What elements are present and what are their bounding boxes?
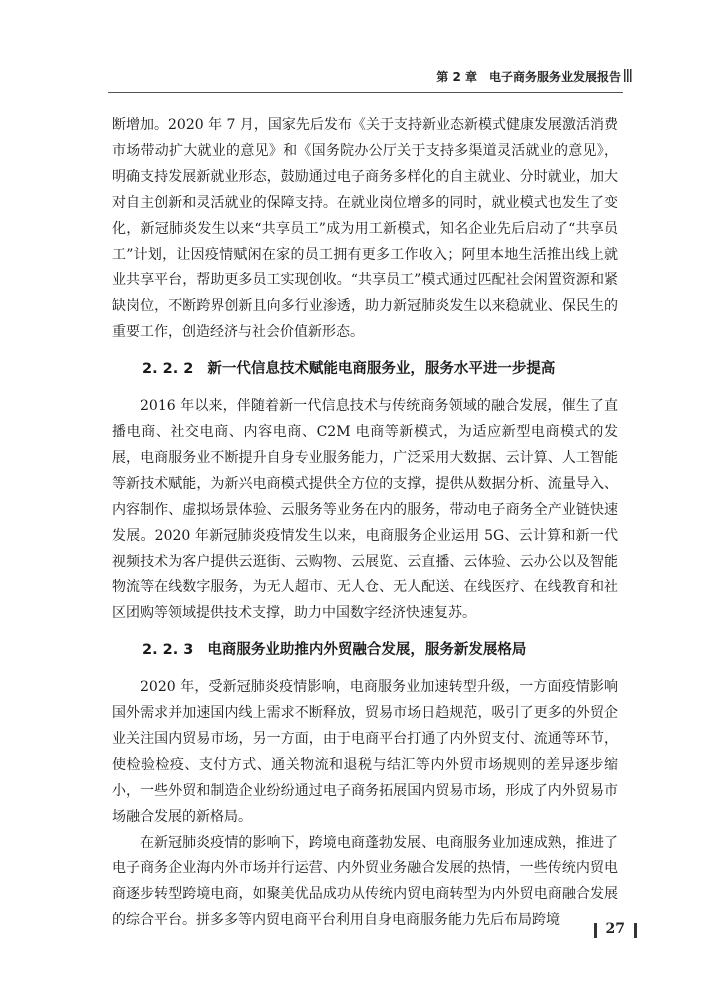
section-title: 电商服务业助推内外贸融合发展，服务新发展格局 — [207, 642, 527, 659]
paragraph: 2020 年，受新冠肺炎疫情影响，电商服务业加速转型升级，一方面疫情影响国外需求并加速国内线上需求不断释放，贸易市场日趋规范，吸引了更多的外贸企业关注国内贸易市场，另一方面，由于电商平台打通了内外贸支付、流通等环节，使检验检疫、支付方式、通关物流和退税与结汇等内外贸市场规则的差异逐步缩小，一些外贸和制造企业纷纷通过电子商务拓展国内贸易市场，形成了内外贸易市场融合发展的新格局。 — [112, 679, 618, 825]
footer-bar-icon — [634, 923, 637, 938]
page-body — [112, 113, 618, 934]
running-header — [436, 68, 621, 85]
footer-bar-icon — [594, 923, 597, 938]
paragraph: 在新冠肺炎疫情的影响下，跨境电商蓬勃发展、电商服务业加速成熟，推进了电子商务企业海内外市场并行运营、内外贸业务融合发展的热情，一些传统内贸电商逐步转型跨境电商，如聚美优品成功从传统内贸电商转型为内外贸电商融合发展的综合平台。拼多多等内贸电商平台利用自身电商服务能力先后布局跨境 — [112, 834, 618, 929]
section-heading-2-2-3 — [112, 638, 618, 664]
paragraph: 2016 年以来，伴随着新一代信息技术与传统商务领域的融合发展，催生了直播电商、社交电商、内容电商、C2M 电商等新模式，为适应新型电商模式的发展，电商服务业不断提升自身专业服务能力，广泛采用大数据、云计算、人工智能等新技术赋能，为新兴电商模式提供全方位的支撑，提供从数据分析、流量导入、内容制作、虚拟场景体验、云服务等业务在内的服务，带动电子商务全产业链快速发展。2020 年新冠肺炎疫情发生以来，电商服务企业运用 5G、云计算和新一代视频技术为客户提供云逛街、云购物、云展览、云直播、云体验、云办公以及智能物流等在线数字服务，为无人超市、无人仓、无人配送、在线医疗、在线教育和社区团购等领域提供技术支撑，助力中国数字经济快速复苏。 — [112, 398, 618, 622]
chapter-title: 第 2 章 电子商务服务业发展报告 — [436, 70, 621, 84]
paragraph-continued: 断增加。2020 年 7 月，国家先后发布《关于支持新业态新模式健康发展激活消费市场带动扩大就业的意见》和《国务院办公厅关于支持多渠道灵活就业的意见》，明确支持发展新就业形态，鼓励通过电子商务多样化的自主就业、分时就业，加大对自主创新和灵活就业的保障支持。在就业岗位增多的同时，就业模式也发生了变化，新冠肺炎发生以来“共享员工”成为用工新模式，知名企业先后启动了“共享员工”计划，让因疫情赋闲在家的员工拥有更多工作收入；阿里本地生活推出线上就业共享平台，帮助更多员工实现创收。“共享员工”模式通过匹配社会闲置资源和紧缺岗位，不断跨界创新且向多行业渗透，助力新冠肺炎发生以来稳就业、保民生的重要工作，创造经济与社会价值新形态。 — [112, 117, 618, 341]
page-number: 27 — [605, 921, 625, 937]
section-heading-2-2-2 — [112, 357, 618, 383]
section-number: 2. 2. 2 — [142, 361, 194, 378]
section-title: 新一代信息技术赋能电商服务业，服务水平进一步提高 — [207, 361, 556, 378]
page-footer — [606, 921, 625, 937]
section-number: 2. 2. 3 — [142, 642, 194, 659]
header-bars-icon — [624, 69, 633, 82]
header-divider — [108, 92, 623, 93]
